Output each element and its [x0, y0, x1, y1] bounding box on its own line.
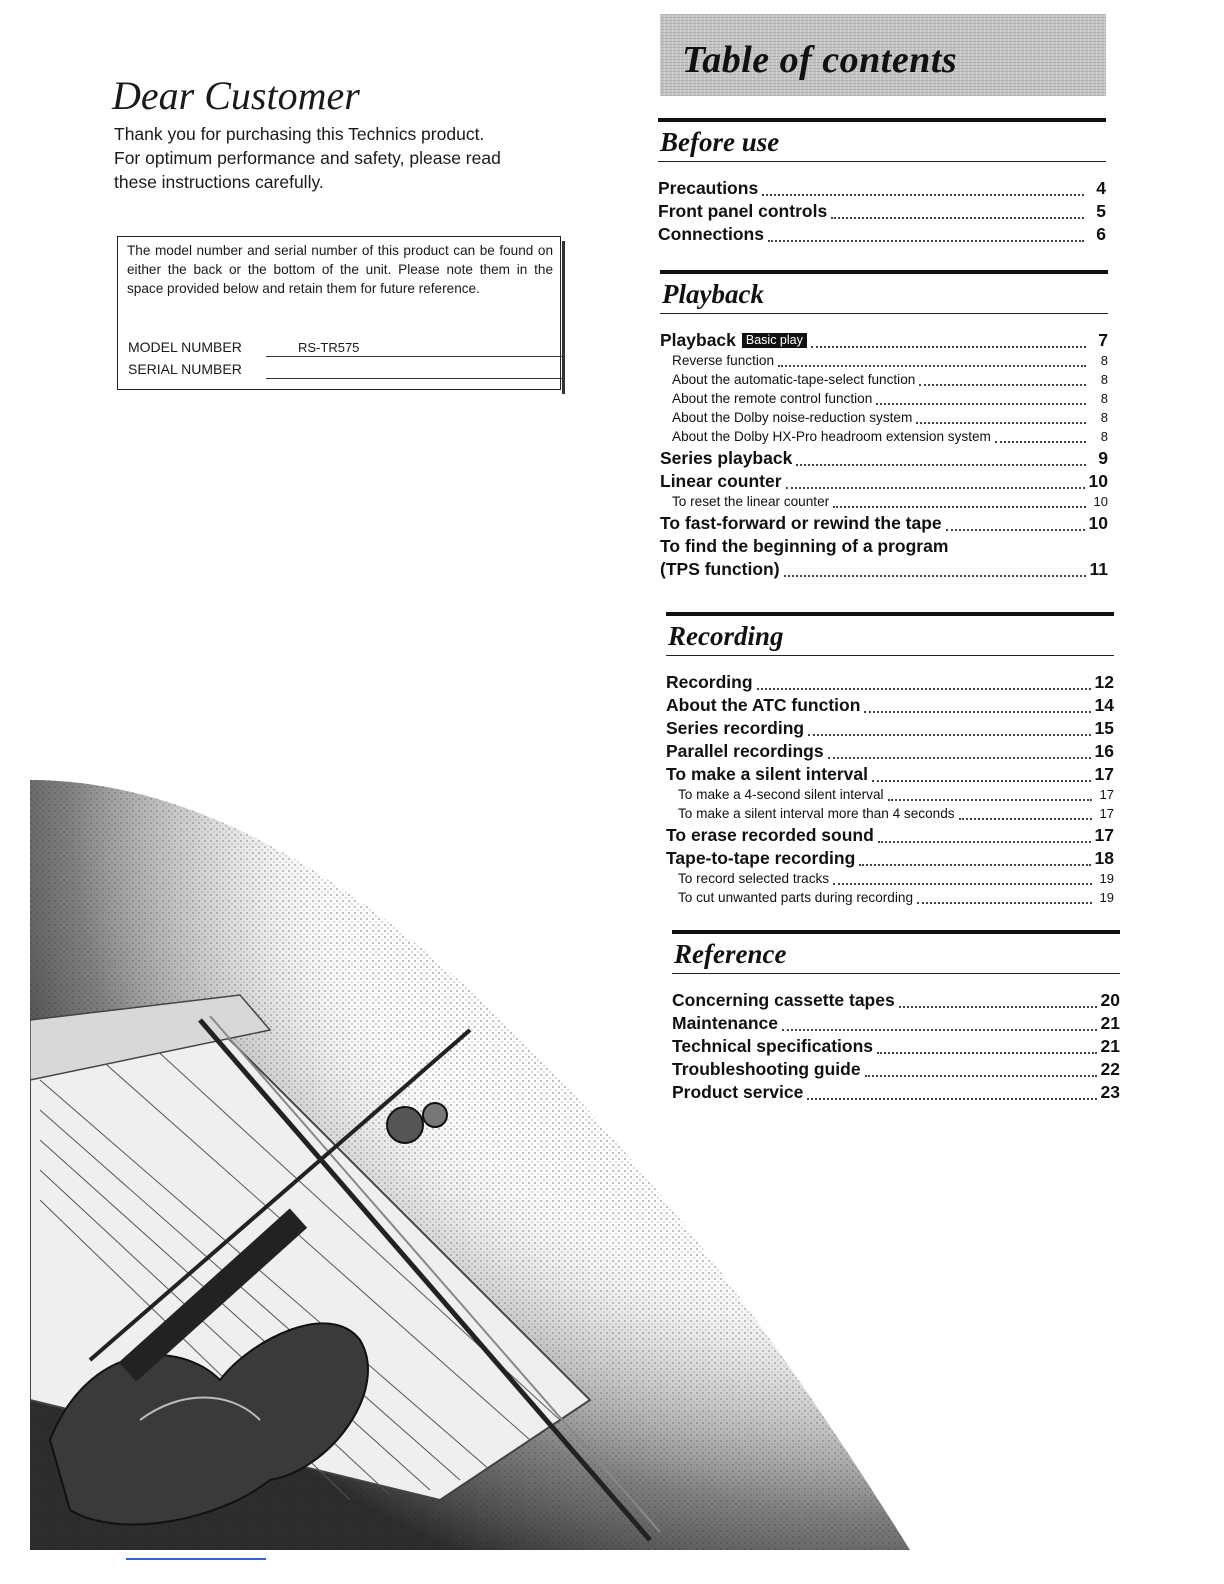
section-heading: Before use [658, 122, 1106, 162]
intro-line: Thank you for purchasing this Technics product. [114, 124, 485, 144]
model-number-label: MODEL NUMBER [128, 339, 242, 355]
toc-entry-dolby-hx-pro[interactable]: About the Dolby HX-Pro headroom extension system 8 [672, 429, 1108, 444]
model-number-box [117, 236, 561, 390]
toc-entry-series-recording[interactable]: Series recording 15 [666, 718, 1114, 738]
toc-entry-precautions[interactable]: Precautions 4 [658, 178, 1106, 198]
toc-entry-front-panel-controls[interactable]: Front panel controls 5 [658, 201, 1106, 221]
serial-number-value [266, 362, 298, 377]
toc-entry-find-beginning[interactable]: To find the beginning of a program [660, 536, 949, 556]
section-heading: Reference [672, 934, 1120, 974]
section-before-use [658, 118, 1106, 247]
intro-text [114, 122, 574, 194]
toc-entry-silent-interval[interactable]: To make a silent interval 17 [666, 764, 1114, 784]
section-heading: Playback [660, 274, 1108, 314]
toc-entry-tps-function[interactable]: (TPS function) 11 [660, 559, 1108, 579]
serial-number-field [128, 361, 256, 377]
toc-entry-playback[interactable]: Playback Basic play 7 [660, 330, 1108, 350]
toc-entry-specifications[interactable]: Technical specifications 21 [672, 1036, 1120, 1056]
toc-entry-tape-to-tape[interactable]: Tape-to-tape recording 18 [666, 848, 1114, 868]
basic-play-badge: Basic play [742, 333, 807, 348]
toc-entry-connections[interactable]: Connections 6 [658, 224, 1106, 244]
toc-entry-atc-function[interactable]: About the ATC function 14 [666, 695, 1114, 715]
toc-entry-maintenance[interactable]: Maintenance 21 [672, 1013, 1120, 1033]
footer-rule [126, 1558, 266, 1560]
toc-title: Table of contents [682, 39, 958, 81]
model-number-field [128, 339, 360, 355]
intro-line: these instructions carefully. [114, 172, 324, 192]
toc-entry-recording[interactable]: Recording 12 [666, 672, 1114, 692]
toc-entry-series-playback[interactable]: Series playback 9 [660, 448, 1108, 468]
toc-entry-cut-unwanted[interactable]: To cut unwanted parts during recording 19 [678, 890, 1114, 905]
toc-entry-dolby-nr[interactable]: About the Dolby noise-reduction system 8 [672, 410, 1108, 425]
intro-line: For optimum performance and safety, please read [114, 148, 501, 168]
section-heading: Recording [666, 616, 1114, 656]
toc-entry-erase-sound[interactable]: To erase recorded sound 17 [666, 825, 1114, 845]
toc-banner [660, 14, 1106, 96]
toc-entry-record-selected[interactable]: To record selected tracks 19 [678, 871, 1114, 886]
toc-entry-remote-control[interactable]: About the remote control function 8 [672, 391, 1108, 406]
page-title: Dear Customer [112, 73, 360, 118]
toc-entry-longer-interval[interactable]: To make a silent interval more than 4 seconds 17 [678, 806, 1114, 821]
serial-number-label: SERIAL NUMBER [128, 361, 242, 377]
model-number-value: RS-TR575 [298, 340, 360, 355]
toc-entry-4-second-interval[interactable]: To make a 4-second silent interval 17 [678, 787, 1114, 802]
toc-entry-cassette-tapes[interactable]: Concerning cassette tapes 20 [672, 990, 1120, 1010]
toc-entry-fast-forward-rewind[interactable]: To fast-forward or rewind the tape 10 [660, 513, 1108, 533]
toc-entry-reset-counter[interactable]: To reset the linear counter 10 [672, 494, 1108, 509]
toc-entry-troubleshooting[interactable]: Troubleshooting guide 22 [672, 1059, 1120, 1079]
section-reference [672, 930, 1120, 1105]
section-recording [666, 612, 1114, 909]
toc-entry-reverse-function[interactable]: Reverse function 8 [672, 353, 1108, 368]
toc-entry-product-service[interactable]: Product service 23 [672, 1082, 1120, 1102]
section-playback [660, 270, 1108, 582]
toc-entry-parallel-recordings[interactable]: Parallel recordings 16 [666, 741, 1114, 761]
toc-entry-auto-tape-select[interactable]: About the automatic-tape-select function 8 [672, 372, 1108, 387]
toc-entry-linear-counter[interactable]: Linear counter 10 [660, 471, 1108, 491]
model-box-note: The model number and serial number of this product can be found on either the back or the bottom of the unit. Please note them in the space provided below and retain them for future reference. [127, 243, 553, 296]
